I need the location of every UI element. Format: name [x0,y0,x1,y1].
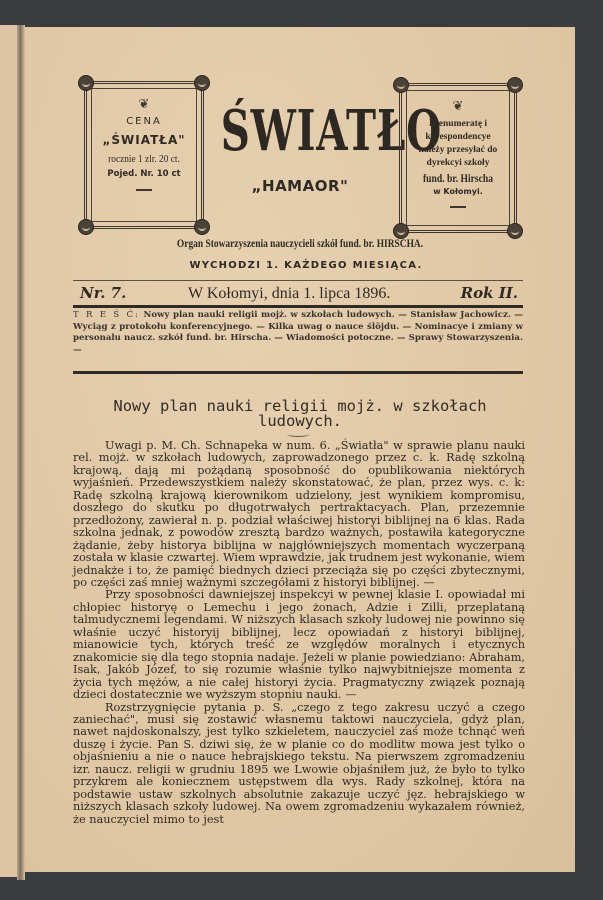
corner-ornament-icon [507,77,523,93]
article-paragraph: Uwagi p. M. Ch. Schnapeka w num. 6. „Światła" w sprawie planu nauki rel. mojż. w szkołach ludowych, zaprowadzonego przez c. k. Radę szkolną krajową, dają mi pożądaną sposobność do opublikowania niektórych wyjaśnień. Przedewszystkiem należy skonstatować, że plan, przez wys. c. k: Radę szkolną krajową kierownikom udzielony, jest wynikiem kompromisu, doszłego do skutku po długotrwałych pertraktacyach. Plan, przezemnie przedłożony, zawierał n. p. podział właściwej historyi biblijnej na 6 klas. Rada szkolna jednak, z powodów zresztą bardzo ważnych, postawiła kategoryczne żądanie, żeby historya biblijna w najgłówniejszych momentach wyczerpaną została w klasie czwartej. Wiem wprawdzie, jak trudnem jest wykonanie, wiem jednakże i to, że pamięć biednych dzieci przeciąża się po części zbytecznymi, po części zaś mniej ważnymi szczegółami z historyi biblijnej. — [73,439,525,589]
contents-label: T R E Ś Ć: [73,310,140,320]
masthead [210,98,442,195]
article-paragraph: Rozstrzygnięcie pytania p. S. „czego z tego zakresu uczyć a czego zaniechać", musi się zostawić własnemu taktowi nauczyciela, gdyż plan, nawet najdoskonalszy, jest tylko szkieletem, nauczyciel zaś może tchnąć weń duszę i życie. Pan S. dziwi się, że w planie co do modlitw mowa jest tylko o objaśnieniu a nie o nauce hebrajskiego tekstu. Na pierwszem zgromadzeniu izr. naucz. religii w grudniu 1895 we Lwowie objaśniłem już, że było to tylko przykrem ale koniecznem ustępstwem dla wys. Rady szkolnej, która na podstawie ustaw szkolnych absolutnie zakazuje uczyć jęz. hebrajskiego w niższych klasach szkoły ludowej. Na owem zgromadzeniu wykazałem również, że nauczyciel mimo to jest [73,700,525,826]
contents-text: Nowy plan nauki religii mojż. w szkołach ludowych. — Stanisław Jachowicz. — Wyciąg z protokołu konferencyjnego. — Kilka uwag o nauce ślöjdu. — Nominacye i zmiany w personalu naucz. szkół fund. br. Hirscha. — Wiadomości potoczne. — Sprawy Stowarzyszenia. — [73,310,524,355]
newspaper-title: ŚWIATŁO [220,98,442,164]
issue-year: Rok II. [460,284,518,302]
corner-ornament-icon [194,219,210,235]
issue-line [80,284,518,304]
price-single: Pojed. Nr. 10 ct [107,169,181,179]
article-body [73,440,525,826]
subscription-school: fund. br. Hirscha [422,171,494,185]
subscription-box [399,83,517,233]
corner-ornament-icon [393,223,409,239]
divider-rule [73,371,523,374]
corner-ornament-icon [78,219,94,235]
corner-ornament-icon [507,223,523,239]
divider-rule [73,305,523,308]
subscription-place: w Kołomyi. [433,187,483,196]
corner-ornament-icon [78,75,94,91]
corner-ornament-icon [194,75,210,91]
price-label: CENA [126,116,162,127]
book-spine [17,25,25,880]
price-paper-name: „ŚWIATŁA" [102,133,186,147]
flower-ornament-icon: ❦ [452,99,464,114]
price-yearly: rocznie 1 zlr. 20 ct. [108,153,180,165]
price-box [84,81,204,229]
article-paragraph: Przy sposobności dawniejszej inspekcyi w pewnej klasie I. opowiadał mi chłopiec historyę o Lemechu i jego żonach, Adzie i Zilli, przeplataną talmudycznemi legendami. W niższych klasach szkoły ludowej nie powinno się właśnie uczyć historyij biblijnej, lecz opowiadań z historyi biblijnej, mianowicie tych, których treść ze względów moralnych i etycznych znakomicie się dla tego stopnia nadaje. Jeżeli w planie powiedziano: Abraham, Isak, Jakób Józef, to się rozumie właśnie tylko najwybitniejsze momenta z życia tych mężów, a nie całej historyi życia. Pragmatyczny związek poznają dzieci dostatecznie we wyższym stopniu nauki. — [73,588,525,702]
corner-ornament-icon [393,77,409,93]
newspaper-page [25,27,575,872]
flower-ornament-icon: ❦ [138,97,150,112]
issue-number: Nr. 7. [80,284,127,302]
organ-line: Organ Stowarzyszenia nauczycieli szkół fund. br. HIRSCHA. [176,238,424,250]
newspaper-subtitle: „HAMAOR" [251,177,349,195]
frequency-line: WYCHODZI 1. KAŻDEGO MIESIĄCA. [189,260,423,271]
subscription-text: Prenumeratę i korespondencye należy przesyłać do dyrekcyi szkoły [418,119,498,168]
issue-place-date: W Kołomyi, dnia 1. lipca 1896. [188,285,391,302]
title-ornament [287,432,309,437]
divider-rule [73,280,523,281]
article-title: Nowy plan nauki religii mojż. w szkołach ludowych. [113,397,487,430]
table-of-contents [73,310,523,356]
